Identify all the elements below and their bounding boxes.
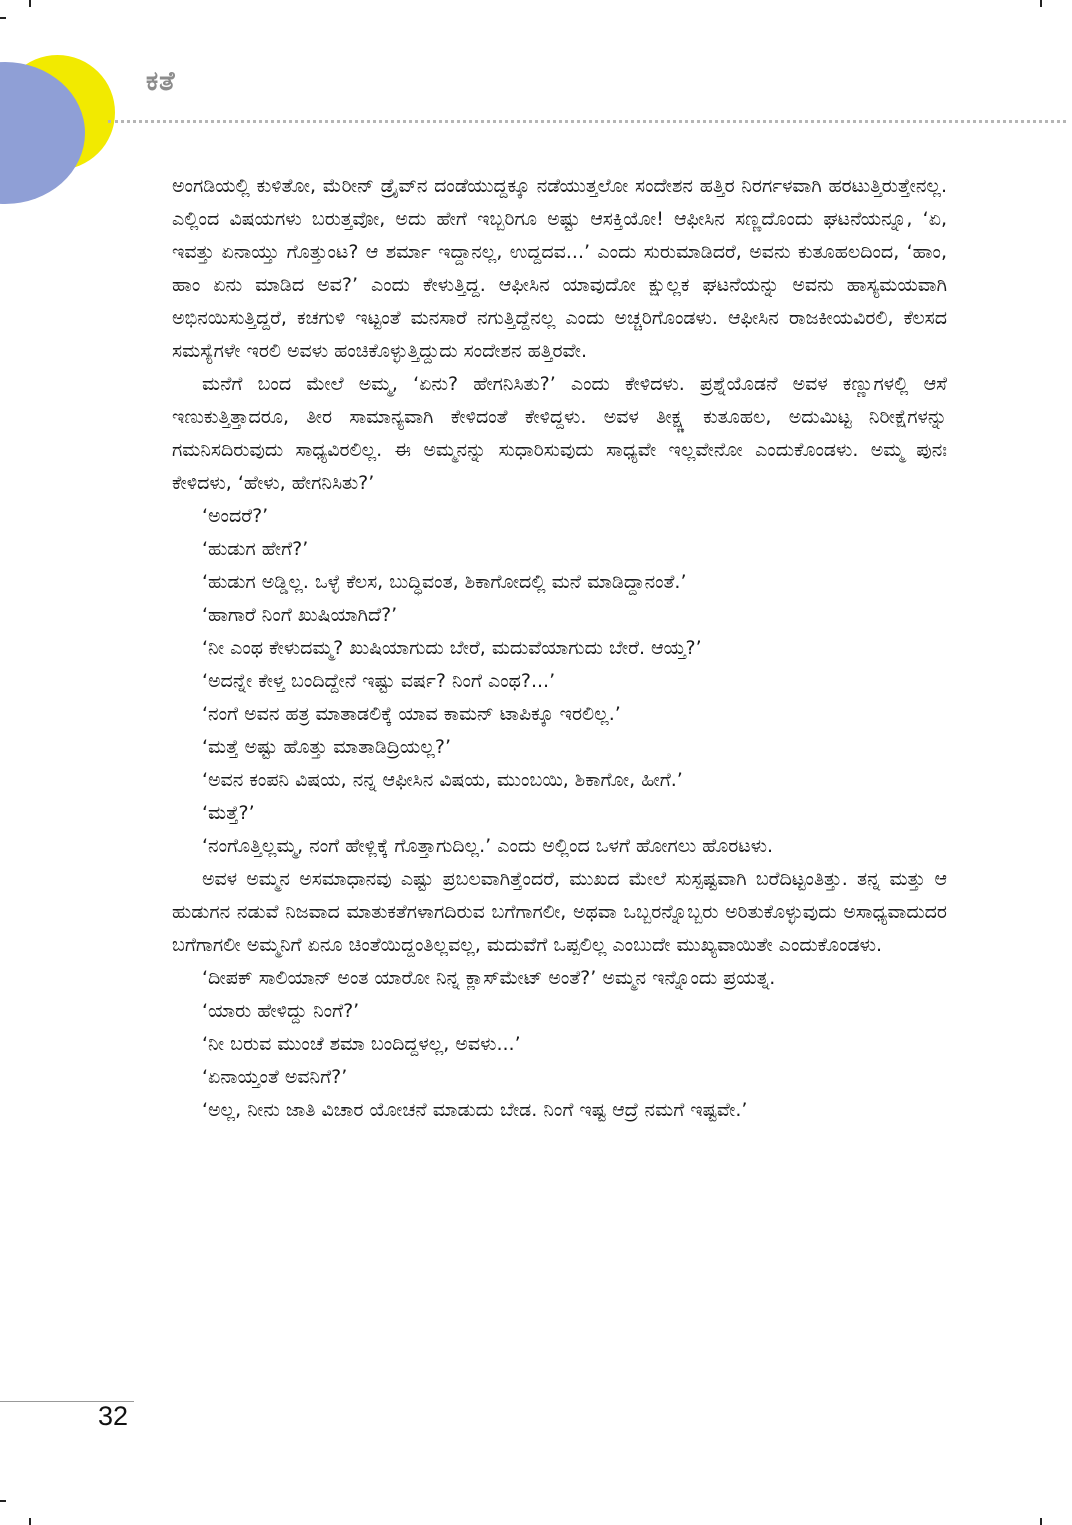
header-dotted-divider bbox=[108, 120, 1066, 123]
crop-mark-bottom-left bbox=[0, 1500, 6, 1502]
dialogue-line: ‘ಹುಡುಗ ಅಡ್ಡಿಲ್ಲ. ಒಳ್ಳೆ ಕೆಲಸ, ಬುದ್ಧಿವಂತ, ಶಿಕಾಗೋದಲ್ಲಿ ಮನೆ ಮಾಡಿದ್ದಾನಂತೆ.’ bbox=[202, 571, 687, 593]
crop-mark-top-right bbox=[1040, 0, 1042, 7]
story-body bbox=[172, 170, 947, 1127]
dialogue-line: ‘ಅವನ ಕಂಪನಿ ವಿಷಯ, ನನ್ನ ಆಫೀಸಿನ ವಿಷಯ, ಮುಂಬಯಿ, ಶಿಕಾಗೋ, ಹೀಗೆ.’ bbox=[202, 769, 683, 791]
dialogue-line: ‘ದೀಪಕ್ ಸಾಲಿಯಾನ್ ಅಂತ ಯಾರೋ ನಿನ್ನ ಕ್ಲಾಸ್‌ಮೇಟ್ ಅಂತೆ?’ ಅಮ್ಮನ ಇನ್ನೊಂದು ಪ್ರಯತ್ನ. bbox=[202, 967, 776, 989]
crop-mark-top-left bbox=[0, 17, 6, 19]
dialogue-line: ‘ಅಲ್ಲ, ನೀನು ಜಾತಿ ವಿಚಾರ ಯೋಚನೆ ಮಾಡುದು ಬೇಡ. ನಿಂಗೆ ಇಷ್ಟ ಆದ್ರೆ ನಮಗೆ ಇಷ್ಟವೇ.’ bbox=[202, 1099, 748, 1121]
dialogue-line: ‘ನೀ ಎಂಥ ಕೇಳುದಮ್ಮ? ಖುಷಿಯಾಗುದು ಬೇರೆ, ಮದುವೆಯಾಗುದು ಬೇರೆ. ಆಯ್ತ?’ bbox=[202, 637, 702, 659]
paragraph: ಅಂಗಡಿಯಲ್ಲಿ ಕುಳಿತೋ, ಮೆರೀನ್ ಡ್ರೈವ್‌ನ ದಂಡೆಯುದ್ದಕ್ಕೂ ನಡೆಯುತ್ತಲೋ ಸಂದೇಶನ ಹತ್ತಿರ ನಿರರ್ಗಳವಾಗಿ ಹರಟುತ್ತಿರುತ್ತೇನಲ್ಲ. ಎಲ್ಲಿಂದ ವಿಷಯಗಳು ಬರುತ್ತವೋ, ಅದು ಹೇಗೆ ಇಬ್ಬರಿಗೂ ಅಷ್ಟು ಆಸಕ್ತಿಯೋ! ಆಫೀಸಿನ ಸಣ್ಣದೊಂದು ಘಟನೆಯನ್ನೂ, ‘ಏ, ಇವತ್ತು ಏನಾಯ್ತು ಗೊತ್ತುಂಟ? ಆ ಶರ್ಮಾ ಇದ್ದಾನಲ್ಲ, ಉದ್ದದವ...’ ಎಂದು ಸುರುಮಾಡಿದರೆ, ಅವನು ಕುತೂಹಲದಿಂದ, ‘ಹಾಂ, ಹಾಂ ಏನು ಮಾಡಿದ ಅವ?’ ಎಂದು ಕೇಳುತ್ತಿದ್ದ. ಆಫೀಸಿನ ಯಾವುದೋ ಕ್ಷುಲ್ಲಕ ಘಟನೆಯನ್ನು ಅವನು ಹಾಸ್ಯಮಯವಾಗಿ ಅಭಿನಯಿಸುತ್ತಿದ್ದರೆ, ಕಚಗುಳಿ ಇಟ್ಟಂತೆ ಮನಸಾರೆ ನಗುತ್ತಿದ್ದೆನಲ್ಲ ಎಂದು ಅಚ್ಚರಿಗೊಂಡಳು. ಆಫೀಸಿನ ರಾಜಕೀಯವಿರಲಿ, ಕೆಲಸದ ಸಮಸ್ಯೆಗಳೇ ಇರಲಿ ಅವಳು ಹಂಚಿಕೊಳ್ಳುತ್ತಿದ್ದುದು ಸಂದೇಶನ ಹತ್ತಿರವೇ. bbox=[172, 175, 947, 362]
dialogue-line: ‘ನಂಗೊತ್ತಿಲ್ಲಮ್ಮ, ನಂಗೆ ಹೇಳ್ಲಿಕ್ಕೆ ಗೊತ್ತಾಗುದಿಲ್ಲ.’ ಎಂದು ಅಲ್ಲಿಂದ ಒಳಗೆ ಹೋಗಲು ಹೊರಟಳು. bbox=[202, 835, 774, 857]
crop-mark-bottom-right bbox=[1040, 1518, 1042, 1525]
dialogue-line: ‘ಅಂದರೆ?’ bbox=[202, 505, 269, 527]
paragraph: ಅವಳ ಅಮ್ಮನ ಅಸಮಾಧಾನವು ಎಷ್ಟು ಪ್ರಬಲವಾಗಿತ್ತೆಂದರೆ, ಮುಖದ ಮೇಲೆ ಸುಸ್ಪಷ್ಟವಾಗಿ ಬರೆದಿಟ್ಟಂತಿತ್ತು. ತನ್ನ ಮತ್ತು ಆ ಹುಡುಗನ ನಡುವೆ ನಿಜವಾದ ಮಾತುಕತೆಗಳಾಗದಿರುವ ಬಗೆಗಾಗಲೀ, ಅಥವಾ ಒಬ್ಬರನ್ನೊಬ್ಬರು ಅರಿತುಕೊಳ್ಳುವುದು ಅಸಾಧ್ಯವಾದುದರ ಬಗೆಗಾಗಲೀ ಅಮ್ಮನಿಗೆ ಏನೂ ಚಿಂತೆಯಿದ್ದಂತಿಲ್ಲವಲ್ಲ, ಮದುವೆಗೆ ಒಪ್ಪಲಿಲ್ಲ ಎಂಬುದೇ ಮುಖ್ಯವಾಯಿತೇ ಎಂದುಕೊಂಡಳು. bbox=[172, 868, 947, 956]
dialogue-line: ‘ಅದನ್ನೇ ಕೇಳ್ತ ಬಂದಿದ್ದೇನೆ ಇಷ್ಟು ವರ್ಷ? ನಿಂಗೆ ಎಂಥ?...’ bbox=[202, 670, 556, 692]
crop-mark-top-inner bbox=[29, 0, 31, 7]
section-title: ಕತೆ bbox=[146, 66, 176, 97]
dialogue-line: ‘ಮತ್ತೆ?’ bbox=[202, 802, 255, 824]
dialogue-line: ‘ನೀ ಬರುವ ಮುಂಚೆ ಶಮಾ ಬಂದಿದ್ದಳಲ್ಲ, ಅವಳು...’ bbox=[202, 1033, 521, 1055]
dialogue-line: ‘ಮತ್ತೆ ಅಷ್ಟು ಹೊತ್ತು ಮಾತಾಡಿದ್ರಿಯಲ್ಲ?’ bbox=[202, 736, 451, 758]
dialogue-line: ‘ಏನಾಯ್ತಂತೆ ಅವನಿಗೆ?’ bbox=[202, 1066, 348, 1088]
dialogue-line: ‘ಯಾರು ಹೇಳಿದ್ದು ನಿಂಗೆ?’ bbox=[202, 1000, 360, 1022]
paragraph: ಮನೆಗೆ ಬಂದ ಮೇಲೆ ಅಮ್ಮ, ‘ಏನು? ಹೇಗನಿಸಿತು?’ ಎಂದು ಕೇಳಿದಳು. ಪ್ರಶ್ನೆಯೊಡನೆ ಅವಳ ಕಣ್ಣುಗಳಲ್ಲಿ ಆಸೆ ಇಣುಕುತ್ತಿತ್ತಾದರೂ, ತೀರ ಸಾಮಾನ್ಯವಾಗಿ ಕೇಳಿದಂತೆ ಕೇಳಿದ್ದಳು. ಅವಳ ತೀಕ್ಷ್ಣ ಕುತೂಹಲ, ಅದುಮಿಟ್ಟ ನಿರೀಕ್ಷೆಗಳನ್ನು ಗಮನಿಸದಿರುವುದು ಸಾಧ್ಯವಿರಲಿಲ್ಲ. ಈ ಅಮ್ಮನನ್ನು ಸುಧಾರಿಸುವುದು ಸಾಧ್ಯವೇ ಇಲ್ಲವೇನೋ ಎಂದುಕೊಂಡಳು. ಅಮ್ಮ ಪುನಃ ಕೇಳಿದಳು, ‘ಹೇಳು, ಹೇಗನಿಸಿತು?’ bbox=[172, 373, 947, 494]
page-number: 32 bbox=[98, 1401, 129, 1431]
crop-mark-bottom-inner bbox=[29, 1518, 31, 1525]
dialogue-line: ‘ಹುಡುಗ ಹೇಗೆ?’ bbox=[202, 538, 309, 560]
dialogue-line: ‘ಹಾಗಾರೆ ನಿಂಗೆ ಖುಷಿಯಾಗಿದೆ?’ bbox=[202, 604, 398, 626]
dialogue-line: ‘ನಂಗೆ ಅವನ ಹತ್ರ ಮಾತಾಡಲಿಕ್ಕೆ ಯಾವ ಕಾಮನ್ ಟಾಪಿಕ್ಕೂ ಇರಲಿಲ್ಲ.’ bbox=[202, 703, 621, 725]
